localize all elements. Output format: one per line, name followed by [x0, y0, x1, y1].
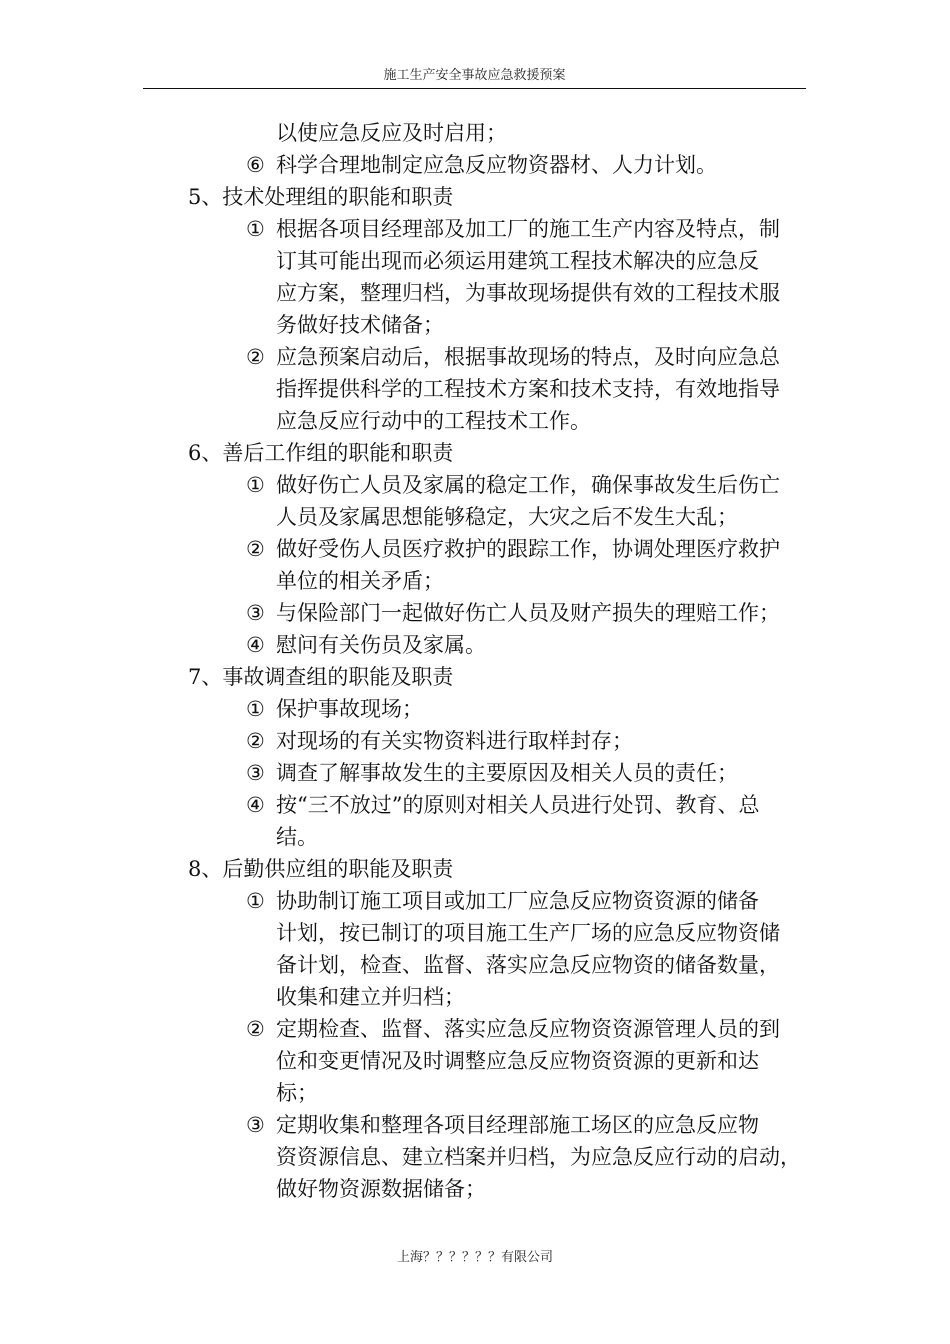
- list-item-text: 定期检查、监督、落实应急反应物资资源管理人员的到: [276, 1017, 780, 1041]
- list-item-text: 慰问有关伤员及家属。: [276, 633, 486, 657]
- list-item-continuation: 计划，按已制订的项目施工生产厂场的应急反应物资储: [276, 921, 780, 945]
- list-item-continuation: 单位的相关矛盾；: [276, 569, 444, 593]
- list-item-continuation: 应方案，整理归档，为事故现场提供有效的工程技术服: [276, 281, 780, 305]
- list-item-text: 保护事故现场；: [276, 697, 423, 721]
- list-item-marker: ②: [246, 729, 265, 753]
- list-item-marker: ③: [246, 601, 265, 625]
- list-item-marker: ①: [246, 697, 265, 721]
- list-item: [0, 725, 950, 757]
- list-item-continuation: 务做好技术储备；: [276, 313, 444, 337]
- list-item-text: 定期收集和整理各项目经理部施工场区的应急反应物: [276, 1113, 759, 1137]
- list-item-continuation: 收集和建立并归档；: [276, 985, 465, 1009]
- list-item-continuation: 以使应急反应及时启用；: [276, 121, 507, 145]
- list-item: [0, 885, 950, 917]
- list-item-continuation: 资资源信息、建立档案并归档，为应急反应行动的启动，: [276, 1145, 801, 1169]
- list-item-continuation: 做好物资源数据储备；: [276, 1177, 486, 1201]
- list-item-continuation: 备计划，检查、监督、落实应急反应物资的储备数量，: [276, 953, 780, 977]
- list-item-marker: ⑥: [246, 153, 265, 177]
- list-item: [0, 341, 950, 373]
- list-item-continuation: 订其可能出现而必须运用建筑工程技术解决的应急反: [276, 249, 759, 273]
- list-item-text: 与保险部门一起做好伤亡人员及财产损失的理赔工作；: [276, 601, 780, 625]
- list-item-text: 应急预案启动后，根据事故现场的特点，及时向应急总: [276, 345, 780, 369]
- list-item: [0, 1109, 950, 1141]
- list-item-continuation: 人员及家属思想能够稳定，大灾之后不发生大乱；: [276, 505, 738, 529]
- list-item-marker: ③: [246, 761, 265, 785]
- list-item-marker: ①: [246, 217, 265, 241]
- list-item-marker: ②: [246, 537, 265, 561]
- list-item-continuation: 位和变更情况及时调整应急反应物资资源的更新和达: [276, 1049, 759, 1073]
- list-item: [0, 149, 950, 181]
- list-item: [0, 469, 950, 501]
- list-item-marker: ④: [246, 793, 265, 817]
- list-item: [0, 693, 950, 725]
- list-item: [0, 1013, 950, 1045]
- list-item-text: 按“三不放过”的原则对相关人员进行处罚、教育、总: [276, 793, 760, 817]
- page-footer-company: 上海？？？？？？有限公司: [396, 1250, 553, 1265]
- list-item-marker: ③: [246, 1113, 265, 1137]
- list-item: [0, 629, 950, 661]
- list-item: [0, 789, 950, 821]
- list-item-marker: ②: [246, 345, 265, 369]
- list-item-text: 调查了解事故发生的主要原因及相关人员的责任；: [276, 761, 738, 785]
- list-item-marker: ④: [246, 633, 265, 657]
- list-item-text: 科学合理地制定应急反应物资器材、人力计划。: [276, 153, 717, 177]
- document-body: [0, 117, 950, 1205]
- list-item-text: 对现场的有关实物资料进行取样封存；: [276, 729, 633, 753]
- list-item: [0, 757, 950, 789]
- list-item-text: 协助制订施工项目或加工厂应急反应物资资源的储备: [276, 889, 759, 913]
- list-item: [0, 597, 950, 629]
- list-item-text: 做好伤亡人员及家属的稳定工作，确保事故发生后伤亡: [276, 473, 780, 497]
- list-item-marker: ①: [246, 473, 265, 497]
- section-heading: 8、后勤供应组的职能及职责: [188, 857, 454, 881]
- section-heading: 5、技术处理组的职能和职责: [188, 185, 454, 209]
- list-item-text: 做好受伤人员医疗救护的跟踪工作，协调处理医疗救护: [276, 537, 780, 561]
- list-item-continuation: 指挥提供科学的工程技术方案和技术支持，有效地指导: [276, 377, 780, 401]
- list-item-marker: ②: [246, 1017, 265, 1041]
- list-item: [0, 533, 950, 565]
- list-item-text: 根据各项目经理部及加工厂的施工生产内容及特点，制: [276, 217, 780, 241]
- section-heading: 7、事故调查组的职能及职责: [188, 665, 454, 689]
- page-header-title: 施工生产安全事故应急救援预案: [383, 68, 566, 83]
- section-heading: 6、善后工作组的职能和职责: [188, 441, 454, 465]
- list-item-continuation: 标；: [276, 1081, 318, 1105]
- list-item-continuation: 应急反应行动中的工程技术工作。: [276, 409, 591, 433]
- list-item-continuation: 结。: [276, 825, 318, 849]
- list-item-marker: ①: [246, 889, 265, 913]
- list-item: [0, 213, 950, 245]
- header-divider: [143, 88, 806, 89]
